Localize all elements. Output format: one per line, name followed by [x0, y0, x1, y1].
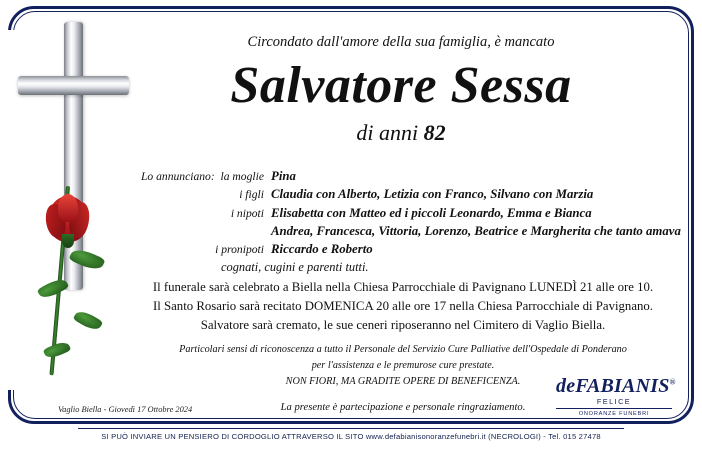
announcement-row	[132, 241, 688, 258]
relation-names	[271, 223, 688, 239]
age-prefix: di anni	[356, 119, 424, 145]
participation-note: La presente è partecipazione e personale ringraziamento.	[280, 402, 526, 414]
relation-label: i figli	[239, 188, 264, 202]
relation-names	[271, 186, 688, 202]
no-flowers-note: NON FIORI, MA GRADITE OPERE DI BENEFICENZA.	[285, 375, 521, 387]
relation-names	[271, 241, 688, 257]
names-text: Riccardo e Roberto	[271, 241, 373, 256]
logo-name	[556, 375, 676, 397]
registered-mark: ®	[669, 377, 676, 387]
announce-lead-label	[132, 170, 271, 185]
place-and-date: Vaglio Biella - Giovedì 17 Ottobre 2024	[58, 405, 193, 414]
relation-label: i nipoti	[230, 206, 264, 220]
closing-relatives: cognati, cugini e parenti tutti.	[221, 259, 369, 274]
deceased-name: Salvatore Sessa	[230, 57, 572, 114]
names-text: Andrea, Francesca, Vittoria, Lorenzo, Beatrice e Margherita che tanto amava	[271, 223, 681, 238]
announcement-block	[132, 168, 688, 275]
age-line	[120, 120, 682, 146]
funeral-home-logo	[556, 375, 676, 417]
rose-sepal	[62, 234, 74, 248]
names-text: Pina	[271, 169, 296, 183]
rose-petal-core	[58, 194, 78, 222]
announcement-row	[132, 205, 688, 222]
rose-leaf	[37, 276, 70, 302]
logo-tagline: ONORANZE FUNEBRI	[578, 411, 650, 417]
logo-name-text: deFABIANIS	[556, 375, 670, 397]
thanks-line: per l'assistenza e le premurose cure prestate.	[311, 359, 495, 371]
names-text: Claudia con Alberto, Letizia con Franco, Silvano con Marzia	[271, 187, 594, 202]
announcement-row	[132, 168, 688, 185]
footer-divider	[78, 428, 624, 429]
funeral-details	[120, 278, 686, 336]
relation-label: i pronipoti	[215, 242, 264, 256]
detail-line: Il Santo Rosario sarà recitato DOMENICA 20 alle ore 17 nella Chiesa Parrocchiale di Pavignano.	[152, 299, 653, 314]
announce-lead-text: Lo annunciano:	[140, 170, 215, 183]
logo-divider	[556, 408, 672, 409]
announcement-row	[132, 186, 688, 203]
relation-names	[271, 168, 688, 184]
announcement-row	[132, 223, 688, 239]
detail-line: Il funerale sarà celebrato a Biella nella Chiesa Parrocchiale di Pavignano LUNEDÌ 21 alle ore 10.	[152, 280, 654, 294]
header-block	[120, 20, 682, 146]
detail-line: Salvatore sarà cremato, le sue ceneri riposeranno nel Cimitero di Vaglio Biella.	[200, 318, 606, 333]
rose-icon	[46, 190, 90, 246]
age-number: 82	[423, 119, 446, 145]
names-text: Elisabetta con Matteo ed i piccoli Leonardo, Emma e Bianca	[271, 205, 592, 220]
relation-names	[271, 205, 688, 221]
thanks-line: Particolari sensi di riconoscenza a tutto il Personale del Servizio Cure Palliative dell'Ospedale di Ponderano	[179, 344, 627, 355]
rose-leaf	[73, 308, 104, 333]
relation-label: la moglie	[220, 170, 264, 183]
cross-icon-horizontal-beam	[18, 76, 129, 95]
logo-subtitle: FELICE	[596, 397, 632, 406]
kicker-text: Circondato dall'amore della sua famiglia, è mancato	[247, 34, 555, 50]
cross-and-rose-artwork	[4, 14, 126, 416]
footer-text: SI PUÒ INVIARE UN PENSIERO DI CORDOGLIO ATTRAVERSO IL SITO www.defabianisonoranzefunebri.it (NECROLOGI) - Tel. 015 27478	[101, 432, 601, 441]
rose-leaf	[43, 339, 72, 361]
